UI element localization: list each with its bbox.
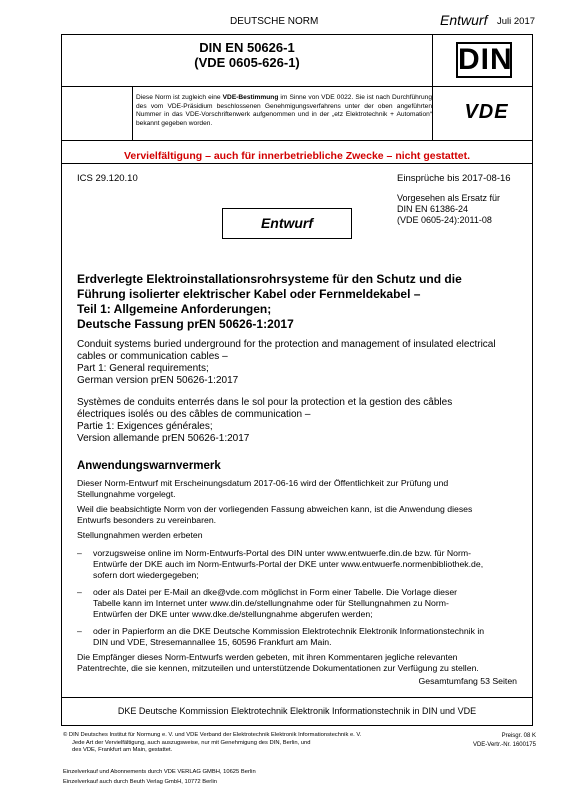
sales-line: Einzelverkauf auch durch Beuth Verlag GmbH, 10772 Berlin bbox=[63, 778, 218, 785]
title-line: Erdverlegte Elektroinstallationsrohrsysteme für den Schutz und die bbox=[77, 272, 462, 286]
objection-deadline: Einsprüche bis 2017-08-16 bbox=[397, 173, 511, 184]
sales-line: Einzelverkauf und Abonnements durch VDE VERLAG GMBH, 10625 Berlin bbox=[63, 769, 256, 775]
warning-paragraph: Stellungnahmen werden erbeten bbox=[77, 530, 203, 540]
title-line: Conduit systems buried underground for the protection and management of insulated electrical bbox=[77, 339, 496, 350]
title-line: cables or communication cables – bbox=[77, 351, 228, 362]
list-item bbox=[77, 587, 517, 620]
vde-notice-part1: Diese Norm ist zugleich eine bbox=[136, 94, 223, 101]
dke-committee: DKE Deutsche Kommission Elektrotechnik Elektronik Informationstechnik in DIN und VDE bbox=[117, 706, 477, 716]
divider-line bbox=[432, 34, 433, 140]
bullet-dash: – bbox=[77, 548, 82, 558]
ics-code: ICS 29.120.10 bbox=[77, 173, 138, 184]
vde-notice bbox=[136, 94, 432, 128]
standard-label: DEUTSCHE NORM bbox=[230, 16, 319, 27]
list-item-line: Entwürfe der DKE auch im Norm-Entwurfs-Portal der DKE unter www.entwuerfe.normenbibliothek.de, bbox=[93, 559, 484, 569]
divider-line bbox=[132, 86, 133, 140]
price-group: Preisgr. 08 K bbox=[501, 733, 536, 739]
list-item bbox=[77, 548, 517, 581]
replacement-line: Vorgesehen als Ersatz für bbox=[397, 193, 501, 203]
draft-label: Entwurf bbox=[440, 12, 488, 28]
warning-heading: Anwendungswarnvermerk bbox=[77, 460, 221, 472]
paragraph-line: Die Empfänger dieses Norm-Entwurfs werden gebeten, mit ihren Kommentaren jegliche relevanten bbox=[77, 652, 458, 662]
din-logo: DIN bbox=[458, 43, 513, 76]
vde-notice-part2: im Sinne von VDE 0022. Sie ist nach Durchführung des vom VDE-Präsidium beschlossenen Genehmigungsverfahrens unter der oben angeführten Nummer in das VDE-Vorschriftenwerk aufgenommen und in der „etz Elektrotechnik + Automation“ bekannt gegeben worden. bbox=[136, 94, 432, 127]
list-item-line: DIN und VDE, Stresemannallee 15, 60596 Frankfurt am Main. bbox=[93, 637, 332, 647]
divider-line bbox=[61, 140, 533, 141]
paragraph-line: Stellungnahme vorgelegt. bbox=[77, 489, 176, 499]
paragraph-line: Patentrechte, die sie kennen, mitzuteilen und unterstützende Dokumentationen zur Verfügung zu stellen. bbox=[77, 663, 479, 673]
draft-box: Entwurf bbox=[222, 208, 352, 239]
title-line: German version prEN 50626-1:2017 bbox=[77, 375, 239, 386]
vde-logo: VDE bbox=[464, 101, 509, 123]
warning-paragraph bbox=[77, 504, 517, 526]
document-number bbox=[62, 40, 432, 70]
title-line: Führung isolierter elektrischer Kabel oder Fernmeldekabel – bbox=[77, 287, 421, 301]
total-pages: Gesamtumfang 53 Seiten bbox=[418, 676, 517, 686]
copyright-notice bbox=[63, 732, 433, 755]
copyright-line: Jede Art der Vervielfältigung, auch auszugsweise, nur mit Genehmigung des DIN, Berlin, und bbox=[72, 739, 311, 746]
document-number-din: DIN EN 50626-1 bbox=[199, 40, 295, 55]
list-item bbox=[77, 626, 517, 648]
warning-paragraph bbox=[77, 652, 517, 674]
order-number: VDE-Vertr.-Nr. 1600175 bbox=[472, 742, 536, 748]
paragraph-line: Dieser Norm-Entwurf mit Erscheinungsdatum 2017-06-16 wird der Öffentlichkeit zur Prüfung und bbox=[77, 478, 449, 488]
title-french bbox=[77, 397, 517, 445]
title-line: Systèmes de conduits enterrés dans le sol pour la protection et la gestion des câbles bbox=[77, 397, 453, 408]
replacement-line: DIN EN 61386-24 bbox=[397, 204, 469, 214]
list-item-line: oder als Datei per E-Mail an dke@vde.com möglichst in Form einer Tabelle. Die Vorlage dieser bbox=[93, 587, 458, 597]
warning-paragraph bbox=[77, 478, 517, 500]
title-line: Deutsche Fassung prEN 50626-1:2017 bbox=[77, 317, 294, 331]
paragraph-line: Entwurfs besonders zu vereinbaren. bbox=[77, 515, 217, 525]
publication-date: Juli 2017 bbox=[497, 16, 536, 27]
title-english bbox=[77, 339, 517, 387]
title-line: Part 1: General requirements; bbox=[77, 363, 209, 374]
vde-notice-bold: VDE-Bestimmung bbox=[222, 94, 279, 101]
list-item-line: Tabelle kann im Internet unter www.din.de/stellungnahme oder für Stellungnahmen zu Norm- bbox=[93, 598, 449, 608]
title-line: électriques isolés ou des câbles de communication – bbox=[77, 409, 311, 420]
replacement-line: (VDE 0605-24):2011-08 bbox=[397, 215, 492, 225]
title-line: Version allemande prEN 50626-1:2017 bbox=[77, 433, 250, 444]
title-line: Partie 1: Exigences générales; bbox=[77, 421, 213, 432]
list-item-line: oder in Papierform an die DKE Deutsche Kommission Elektrotechnik Elektronik Informationstechnik in bbox=[93, 626, 485, 636]
paragraph-line: Weil die beabsichtigte Norm von der vorliegenden Fassung abweichen kann, ist die Anwendung dieses bbox=[77, 504, 473, 514]
sales-notice bbox=[63, 768, 256, 787]
bullet-dash: – bbox=[77, 587, 82, 597]
copyright-line: © DIN Deutsches Institut für Normung e. V. und VDE Verband der Elektrotechnik Elektronik Informationstechnik e. V. bbox=[63, 732, 362, 738]
divider-line bbox=[61, 163, 533, 164]
copyright-line: des VDE, Frankfurt am Main, gestattet. bbox=[72, 747, 173, 753]
reproduction-notice: Vervielfältigung – auch für innerbetriebliche Zwecke – nicht gestattet. bbox=[123, 150, 470, 162]
list-item-line: vorzugsweise online im Norm-Entwurfs-Portal des DIN unter www.entwuerfe.din.de bzw. für Norm- bbox=[93, 548, 472, 558]
price-info bbox=[470, 732, 536, 750]
bullet-dash: – bbox=[77, 626, 82, 636]
divider-line bbox=[61, 697, 533, 698]
replacement-note bbox=[397, 193, 500, 226]
list-item-line: sofern dort wiedergegeben; bbox=[93, 570, 199, 580]
document-number-vde: (VDE 0605-626-1) bbox=[194, 55, 300, 70]
list-item-line: Entwürfen der DKE unter www.dke.de/stellungnahme abgerufen werden; bbox=[93, 609, 373, 619]
title-german bbox=[77, 272, 497, 332]
title-line: Teil 1: Allgemeine Anforderungen; bbox=[77, 302, 272, 316]
